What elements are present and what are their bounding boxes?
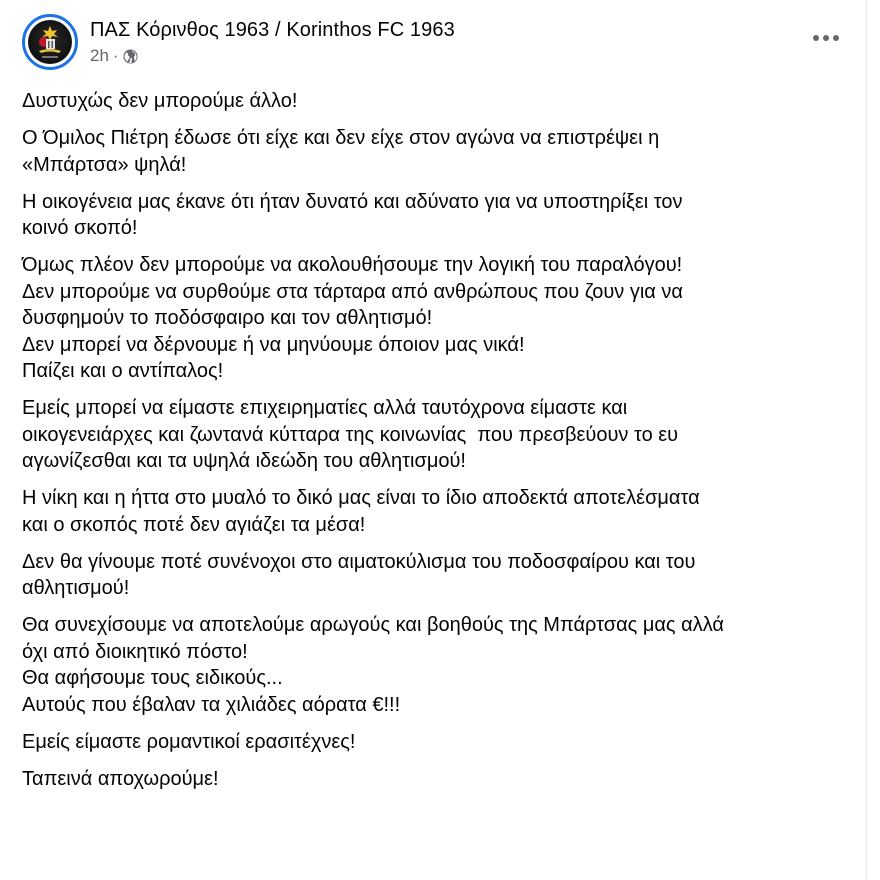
page-avatar[interactable] xyxy=(22,14,78,70)
post-text-line: Δυστυχώς δεν μπορούμε άλλο! xyxy=(22,90,298,112)
post-paragraph xyxy=(22,612,852,718)
page-name-link[interactable]: ΠΑΣ Κόρινθος 1963 / Korinthos FC 1963 xyxy=(90,19,455,41)
post-text-line: Όμως πλέον δεν μπορούμε να ακολουθήσουμε την λογική του παραλόγου! xyxy=(22,254,683,276)
post-text-line: οικογενειάρχες και ζωντανά κύτταρα της κοινωνίας που πρεσβεύουν το ευ xyxy=(22,423,679,446)
post-text-line: Ο Όμιλος Πιέτρη έδωσε ότι είχε και δεν είχε στον αγώνα να επιστρέψει η xyxy=(22,127,660,149)
post-text-line: «Μπάρτσα» ψηλά! xyxy=(22,153,187,176)
more-horizontal-icon-dot xyxy=(823,35,829,41)
post-text-line: και ο σκοπός ποτέ δεν αγιάζει τα μέσα! xyxy=(22,513,366,536)
globe-icon[interactable] xyxy=(123,49,138,64)
post-paragraph xyxy=(22,395,852,475)
post-text-line: Ταπεινά αποχωρούμε! xyxy=(22,767,219,790)
post-text-line: Δεν μπορούμε να συρθούμε στα τάρταρα από ανθρώπους που ζουν για να xyxy=(22,280,683,303)
post-text-line: Θα συνεχίσουμε να αποτελούμε αρωγούς και βοηθούς της Μπάρτσας μας αλλά xyxy=(22,614,724,636)
post-paragraph xyxy=(22,729,852,756)
more-horizontal-icon-dot xyxy=(833,35,839,41)
post-paragraph xyxy=(22,88,852,115)
club-logo-icon xyxy=(28,20,72,64)
post-text-line: Εμείς είμαστε ρομαντικοί ερασιτέχνες! xyxy=(22,730,356,753)
post-text-line: Η οικογένεια μας έκανε ότι ήταν δυνατό και αδύνατο για να υποστηρίξει τον xyxy=(22,190,683,213)
post-text-line: Δεν θα γίνουμε ποτέ συνένοχοι στο αιματοκύλισμα του ποδοσφαίρου και του xyxy=(22,550,696,573)
post-text-line: αγωνίζεσθαι και τα υψηλά ιδεώδη του αθλητισμού! xyxy=(22,450,466,472)
post-body-text xyxy=(22,88,852,803)
post-text-line: Η νίκη και η ήττα στο μυαλό το δικό μας είναι το ίδιο αποδεκτά αποτελέσματα xyxy=(22,487,700,509)
post-subtitle xyxy=(90,45,455,67)
post-timestamp[interactable]: 2h xyxy=(90,46,109,65)
post-text-line: αθλητισμού! xyxy=(22,577,130,599)
post-paragraph xyxy=(22,549,852,602)
post-text-line: κοινό σκοπό! xyxy=(22,217,138,239)
more-horizontal-icon-dot xyxy=(813,35,819,41)
post-paragraph xyxy=(22,252,852,385)
post-paragraph xyxy=(22,189,852,242)
post-text-line: Αυτούς που έβαλαν τα χιλιάδες αόρατα €!!! xyxy=(22,693,401,716)
post-text-line: Θα αφήσουμε τους ειδικούς... xyxy=(22,667,283,689)
post-paragraph xyxy=(22,485,852,538)
post-header xyxy=(22,12,455,72)
more-options-button[interactable] xyxy=(808,26,844,50)
post-text-line: Εμείς μπορεί να είμαστε επιχειρηματίες αλλά ταυτόχρονα είμαστε και xyxy=(22,397,628,419)
post-text-line: Παίζει και ο αντίπαλος! xyxy=(22,360,224,382)
post-paragraph xyxy=(22,766,852,793)
post-text-line: Δεν μπορεί να δέρνουμε ή να μηνύουμε όποιον μας νικά! xyxy=(22,333,525,356)
post-meta xyxy=(90,17,455,67)
post-paragraph xyxy=(22,125,852,178)
separator-dot: · xyxy=(112,46,119,65)
post-text-line: δυσφημούν το ποδόσφαιρο και τον αθλητισμό! xyxy=(22,307,433,329)
post-text-line: όχι από διοικητικό πόστο! xyxy=(22,640,248,663)
